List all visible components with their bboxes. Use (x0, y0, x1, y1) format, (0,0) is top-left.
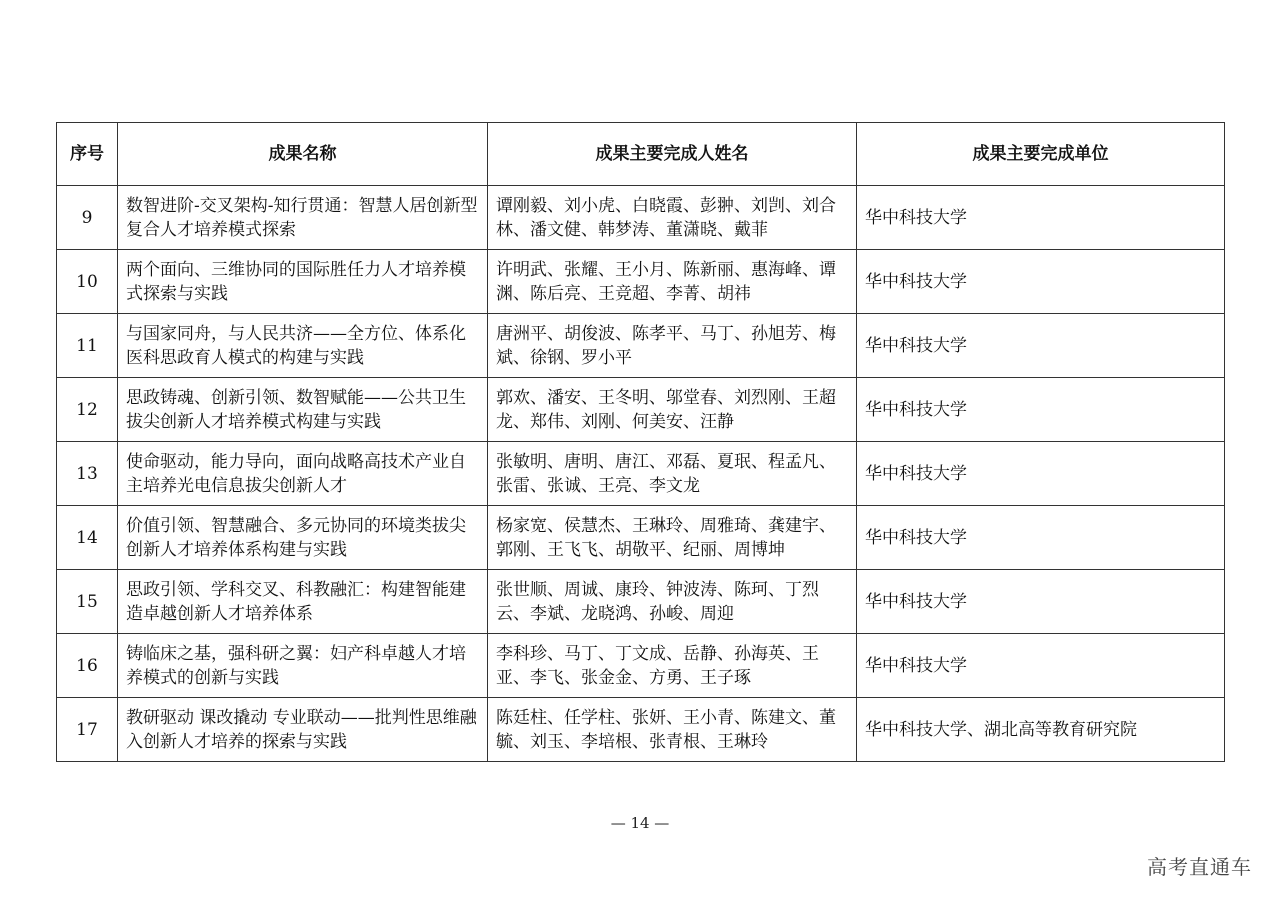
table-row (57, 250, 1225, 314)
table-row (57, 186, 1225, 250)
row-seq: 10 (57, 250, 118, 314)
row-seq: 12 (57, 378, 118, 442)
table-row (57, 570, 1225, 634)
row-name: 使命驱动，能力导向，面向战略高技术产业自主培养光电信息拔尖创新人才 (118, 442, 488, 506)
row-people: 谭刚毅、刘小虎、白晓霞、彭翀、刘剀、刘合林、潘文健、韩梦涛、董潇晓、戴菲 (488, 186, 857, 250)
header-people: 成果主要完成人姓名 (488, 123, 857, 186)
row-seq: 17 (57, 698, 118, 762)
table-row (57, 506, 1225, 570)
row-people: 李科珍、马丁、丁文成、岳静、孙海英、王亚、李飞、张金金、方勇、王子琢 (488, 634, 857, 698)
row-seq: 14 (57, 506, 118, 570)
row-name: 与国家同舟，与人民共济——全方位、体系化医科思政育人模式的构建与实践 (118, 314, 488, 378)
row-unit: 华中科技大学 (857, 570, 1225, 634)
row-unit: 华中科技大学 (857, 506, 1225, 570)
achievements-table (56, 122, 1225, 762)
row-name: 铸临床之基，强科研之翼：妇产科卓越人才培养模式的创新与实践 (118, 634, 488, 698)
table-row (57, 634, 1225, 698)
table-row (57, 442, 1225, 506)
table-header (57, 123, 1225, 186)
row-seq: 11 (57, 314, 118, 378)
row-people: 张敏明、唐明、唐江、邓磊、夏珉、程孟凡、张雷、张诚、王亮、李文龙 (488, 442, 857, 506)
row-name: 思政引领、学科交叉、科教融汇：构建智能建造卓越创新人才培养体系 (118, 570, 488, 634)
header-unit: 成果主要完成单位 (857, 123, 1225, 186)
row-seq: 15 (57, 570, 118, 634)
row-people: 陈廷柱、任学柱、张妍、王小青、陈建文、董毓、刘玉、李培根、张青根、王琳玲 (488, 698, 857, 762)
row-seq: 13 (57, 442, 118, 506)
table-body (57, 186, 1225, 762)
row-name: 价值引领、智慧融合、多元协同的环境类拔尖创新人才培养体系构建与实践 (118, 506, 488, 570)
row-people: 杨家宽、侯慧杰、王琳玲、周雅琦、龚建宇、郭刚、王飞飞、胡敬平、纪丽、周博坤 (488, 506, 857, 570)
row-unit: 华中科技大学 (857, 314, 1225, 378)
row-name: 思政铸魂、创新引领、数智赋能——公共卫生拔尖创新人才培养模式构建与实践 (118, 378, 488, 442)
table-row (57, 698, 1225, 762)
row-people: 张世顺、周诚、康玲、钟波涛、陈珂、丁烈云、李斌、龙晓鸿、孙峻、周迎 (488, 570, 857, 634)
watermark-text: 高考直通车 (1147, 855, 1252, 879)
row-name: 数智进阶-交叉架构-知行贯通：智慧人居创新型复合人才培养模式探索 (118, 186, 488, 250)
row-unit: 华中科技大学 (857, 250, 1225, 314)
row-unit: 华中科技大学 (857, 634, 1225, 698)
row-unit: 华中科技大学、湖北高等教育研究院 (857, 698, 1225, 762)
table-row (57, 378, 1225, 442)
row-people: 唐洲平、胡俊波、陈孝平、马丁、孙旭芳、梅斌、徐钢、罗小平 (488, 314, 857, 378)
row-unit: 华中科技大学 (857, 442, 1225, 506)
header-seq: 序号 (57, 123, 118, 186)
row-name: 教研驱动 课改撬动 专业联动——批判性思维融入创新人才培养的探索与实践 (118, 698, 488, 762)
header-name: 成果名称 (118, 123, 488, 186)
table-row (57, 314, 1225, 378)
page-number: — 14 — (610, 814, 670, 832)
header-row (57, 123, 1225, 186)
row-seq: 16 (57, 634, 118, 698)
row-unit: 华中科技大学 (857, 186, 1225, 250)
row-seq: 9 (57, 186, 118, 250)
row-people: 郭欢、潘安、王冬明、邬堂春、刘烈刚、王超龙、郑伟、刘刚、何美安、汪静 (488, 378, 857, 442)
row-unit: 华中科技大学 (857, 378, 1225, 442)
row-name: 两个面向、三维协同的国际胜任力人才培养模式探索与实践 (118, 250, 488, 314)
row-people: 许明武、张耀、王小月、陈新丽、惠海峰、谭渊、陈后亮、王竞超、李菁、胡祎 (488, 250, 857, 314)
